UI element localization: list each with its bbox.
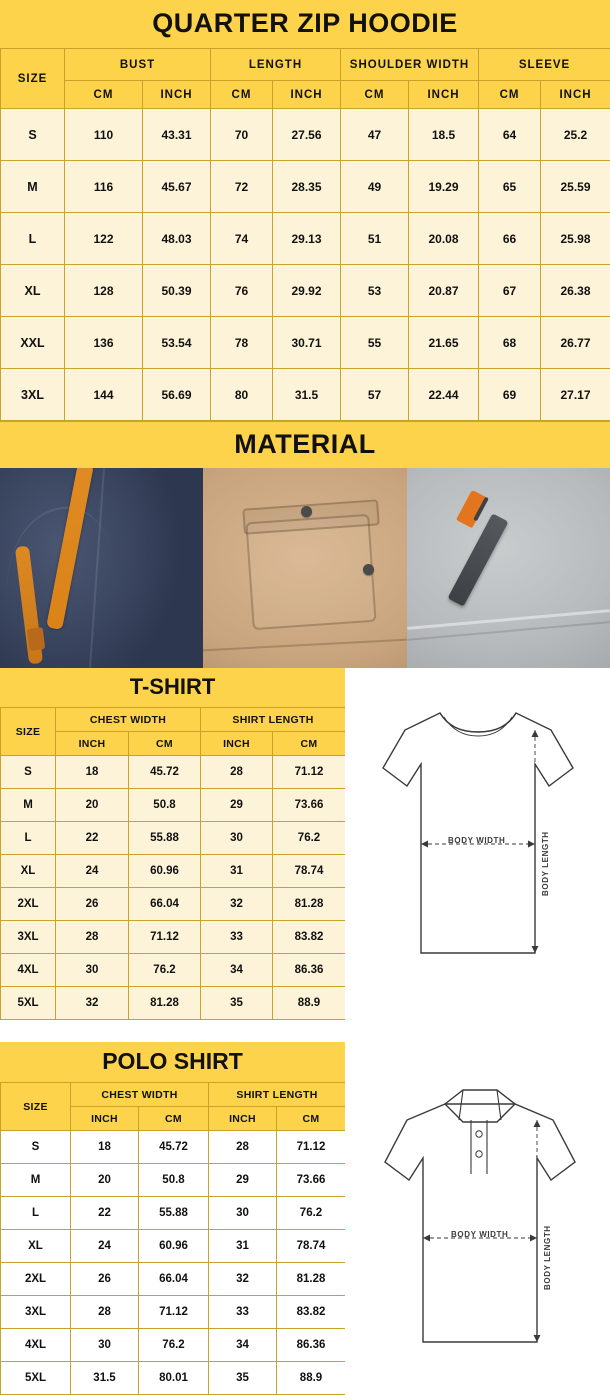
drawstring-tip-icon bbox=[27, 627, 46, 651]
tshirt-title: T-SHIRT bbox=[0, 668, 345, 707]
table-row bbox=[1, 317, 610, 369]
table-row bbox=[1, 855, 346, 888]
polo-diagram bbox=[345, 1042, 610, 1372]
hoodie-cell: 78 bbox=[211, 317, 273, 369]
polo-cell: 28 bbox=[209, 1131, 277, 1164]
table-row bbox=[1, 1164, 346, 1197]
hoodie-cell: 27.17 bbox=[541, 369, 610, 421]
hoodie-cell-size: 3XL bbox=[1, 369, 65, 421]
tshirt-cell: 24 bbox=[56, 855, 129, 888]
hoodie-cell-size: L bbox=[1, 213, 65, 265]
hoodie-cell: 28.35 bbox=[273, 161, 341, 213]
polo-cell: 73.66 bbox=[277, 1164, 346, 1197]
table-row bbox=[1, 213, 610, 265]
hoodie-cell: 122 bbox=[65, 213, 143, 265]
hoodie-subheader-bust-cm: CM bbox=[65, 81, 143, 109]
hoodie-cell: 20.87 bbox=[409, 265, 479, 317]
polo-subheader-chest-inch: INCH bbox=[71, 1107, 139, 1131]
hoodie-cell: 68 bbox=[479, 317, 541, 369]
tshirt-header-row bbox=[1, 708, 346, 732]
tshirt-cell-size: M bbox=[1, 789, 56, 822]
tshirt-cell: 22 bbox=[56, 822, 129, 855]
polo-cell: 20 bbox=[71, 1164, 139, 1197]
tshirt-cell-size: 3XL bbox=[1, 921, 56, 954]
polo-cell: 76.2 bbox=[277, 1197, 346, 1230]
tshirt-cell: 76.2 bbox=[273, 822, 346, 855]
polo-cell: 60.96 bbox=[139, 1230, 209, 1263]
hoodie-cell: 26.77 bbox=[541, 317, 610, 369]
tshirt-cell-size: XL bbox=[1, 855, 56, 888]
hoodie-cell: 21.65 bbox=[409, 317, 479, 369]
tshirt-subheader-length-inch: INCH bbox=[201, 732, 273, 756]
tshirt-diagram-wrap bbox=[345, 668, 610, 1020]
hoodie-cell: 66 bbox=[479, 213, 541, 265]
table-row bbox=[1, 161, 610, 213]
tshirt-table-wrap bbox=[0, 668, 345, 1020]
polo-header-shirt-length: SHIRT LENGTH bbox=[209, 1083, 346, 1107]
hoodie-cell: 64 bbox=[479, 109, 541, 161]
hoodie-cell: 72 bbox=[211, 161, 273, 213]
tshirt-cell: 71.12 bbox=[129, 921, 201, 954]
polo-cell-size: M bbox=[1, 1164, 71, 1197]
table-row bbox=[1, 1197, 346, 1230]
hoodie-cell: 144 bbox=[65, 369, 143, 421]
hoodie-cell: 51 bbox=[341, 213, 409, 265]
tshirt-cell: 32 bbox=[201, 888, 273, 921]
polo-subheader-length-cm: CM bbox=[277, 1107, 346, 1131]
grey-fleece-pen-pocket-photo bbox=[407, 468, 610, 668]
polo-diagram-wrap bbox=[345, 1042, 610, 1395]
tshirt-cell: 31 bbox=[201, 855, 273, 888]
polo-cell: 71.12 bbox=[277, 1131, 346, 1164]
tshirt-cell: 71.12 bbox=[273, 756, 346, 789]
hoodie-cell: 50.39 bbox=[143, 265, 211, 317]
polo-cell: 50.8 bbox=[139, 1164, 209, 1197]
table-row bbox=[1, 954, 346, 987]
polo-cell: 80.01 bbox=[139, 1362, 209, 1395]
hoodie-cell: 29.13 bbox=[273, 213, 341, 265]
tshirt-cell: 33 bbox=[201, 921, 273, 954]
hoodie-cell: 57 bbox=[341, 369, 409, 421]
table-row bbox=[1, 1362, 346, 1395]
polo-cell-size: 5XL bbox=[1, 1362, 71, 1395]
polo-header-row bbox=[1, 1083, 346, 1107]
polo-cell-size: 3XL bbox=[1, 1296, 71, 1329]
table-row bbox=[1, 369, 610, 421]
polo-cell: 55.88 bbox=[139, 1197, 209, 1230]
tshirt-cell: 83.82 bbox=[273, 921, 346, 954]
hoodie-header-sleeve: SLEEVE bbox=[479, 49, 610, 81]
polo-cell: 78.74 bbox=[277, 1230, 346, 1263]
tshirt-body-width-label: BODY WIDTH bbox=[448, 836, 505, 845]
hoodie-cell: 20.08 bbox=[409, 213, 479, 265]
tshirt-subheader-length-cm: CM bbox=[273, 732, 346, 756]
hoodie-cell: 18.5 bbox=[409, 109, 479, 161]
polo-cell: 33 bbox=[209, 1296, 277, 1329]
tshirt-cell: 18 bbox=[56, 756, 129, 789]
polo-cell-size: XL bbox=[1, 1230, 71, 1263]
polo-subheader-chest-cm: CM bbox=[139, 1107, 209, 1131]
polo-header-size: SIZE bbox=[1, 1083, 71, 1131]
table-row bbox=[1, 987, 346, 1020]
hoodie-cell-size: S bbox=[1, 109, 65, 161]
navy-hoodie-drawstring-photo bbox=[0, 468, 203, 668]
polo-cell: 86.36 bbox=[277, 1329, 346, 1362]
tshirt-size-table bbox=[0, 707, 346, 1020]
tshirt-cell: 29 bbox=[201, 789, 273, 822]
tshirt-header-chest-width: CHEST WIDTH bbox=[56, 708, 201, 732]
tshirt-cell: 76.2 bbox=[129, 954, 201, 987]
polo-cell: 66.04 bbox=[139, 1263, 209, 1296]
hoodie-cell-size: XL bbox=[1, 265, 65, 317]
tshirt-cell: 81.28 bbox=[129, 987, 201, 1020]
tshirt-cell-size: L bbox=[1, 822, 56, 855]
hoodie-cell: 49 bbox=[341, 161, 409, 213]
hoodie-title: QUARTER ZIP HOODIE bbox=[0, 0, 610, 48]
tshirt-cell: 20 bbox=[56, 789, 129, 822]
polo-subheader-length-inch: INCH bbox=[209, 1107, 277, 1131]
tshirt-cell: 26 bbox=[56, 888, 129, 921]
hoodie-cell: 69 bbox=[479, 369, 541, 421]
tshirt-cell: 81.28 bbox=[273, 888, 346, 921]
tshirt-cell: 35 bbox=[201, 987, 273, 1020]
hoodie-subheader-bust-inch: INCH bbox=[143, 81, 211, 109]
hoodie-cell: 110 bbox=[65, 109, 143, 161]
tshirt-subheader-chest-inch: INCH bbox=[56, 732, 129, 756]
table-row bbox=[1, 109, 610, 161]
polo-cell: 81.28 bbox=[277, 1263, 346, 1296]
hoodie-cell: 43.31 bbox=[143, 109, 211, 161]
polo-cell: 30 bbox=[71, 1329, 139, 1362]
polo-section bbox=[0, 1042, 610, 1395]
hoodie-cell: 26.38 bbox=[541, 265, 610, 317]
hoodie-cell: 53.54 bbox=[143, 317, 211, 369]
polo-cell: 32 bbox=[209, 1263, 277, 1296]
polo-cell-size: L bbox=[1, 1197, 71, 1230]
hoodie-cell: 48.03 bbox=[143, 213, 211, 265]
tshirt-cell: 86.36 bbox=[273, 954, 346, 987]
hoodie-cell: 25.59 bbox=[541, 161, 610, 213]
polo-cell: 83.82 bbox=[277, 1296, 346, 1329]
table-row bbox=[1, 1296, 346, 1329]
hoodie-cell: 45.67 bbox=[143, 161, 211, 213]
tshirt-body-length-label: BODY LENGTH bbox=[541, 831, 550, 896]
hoodie-cell: 25.2 bbox=[541, 109, 610, 161]
polo-cell: 26 bbox=[71, 1263, 139, 1296]
table-row bbox=[1, 1230, 346, 1263]
polo-cell-size: S bbox=[1, 1131, 71, 1164]
hoodie-subheader-shoulder-inch: INCH bbox=[409, 81, 479, 109]
polo-cell: 30 bbox=[209, 1197, 277, 1230]
tshirt-cell: 78.74 bbox=[273, 855, 346, 888]
tan-sleeve-pocket-photo bbox=[203, 468, 407, 668]
polo-title: POLO SHIRT bbox=[0, 1042, 345, 1082]
hoodie-cell: 67 bbox=[479, 265, 541, 317]
hoodie-cell: 55 bbox=[341, 317, 409, 369]
tshirt-cell-size: 5XL bbox=[1, 987, 56, 1020]
hoodie-cell: 128 bbox=[65, 265, 143, 317]
hoodie-cell: 80 bbox=[211, 369, 273, 421]
table-row bbox=[1, 822, 346, 855]
hoodie-subheader-row bbox=[1, 81, 610, 109]
hoodie-cell: 136 bbox=[65, 317, 143, 369]
tshirt-cell-size: S bbox=[1, 756, 56, 789]
table-row bbox=[1, 265, 610, 317]
polo-cell: 24 bbox=[71, 1230, 139, 1263]
tshirt-header-shirt-length: SHIRT LENGTH bbox=[201, 708, 346, 732]
hoodie-cell: 116 bbox=[65, 161, 143, 213]
polo-header-chest-width: CHEST WIDTH bbox=[71, 1083, 209, 1107]
polo-cell: 22 bbox=[71, 1197, 139, 1230]
table-row bbox=[1, 1131, 346, 1164]
hoodie-cell: 76 bbox=[211, 265, 273, 317]
hoodie-cell: 30.71 bbox=[273, 317, 341, 369]
hoodie-cell-size: M bbox=[1, 161, 65, 213]
tshirt-cell: 66.04 bbox=[129, 888, 201, 921]
table-row bbox=[1, 1329, 346, 1362]
tshirt-cell: 45.72 bbox=[129, 756, 201, 789]
tshirt-cell-size: 2XL bbox=[1, 888, 56, 921]
hoodie-subheader-sleeve-cm: CM bbox=[479, 81, 541, 109]
polo-cell: 34 bbox=[209, 1329, 277, 1362]
polo-table-wrap bbox=[0, 1042, 345, 1395]
hoodie-cell: 65 bbox=[479, 161, 541, 213]
hoodie-cell: 56.69 bbox=[143, 369, 211, 421]
polo-cell: 18 bbox=[71, 1131, 139, 1164]
tshirt-cell: 73.66 bbox=[273, 789, 346, 822]
tshirt-cell: 28 bbox=[201, 756, 273, 789]
hoodie-subheader-length-inch: INCH bbox=[273, 81, 341, 109]
table-row bbox=[1, 888, 346, 921]
hoodie-header-size: SIZE bbox=[1, 49, 65, 109]
material-title: MATERIAL bbox=[0, 421, 610, 468]
tshirt-cell: 60.96 bbox=[129, 855, 201, 888]
polo-cell: 31 bbox=[209, 1230, 277, 1263]
hoodie-cell: 27.56 bbox=[273, 109, 341, 161]
polo-cell: 28 bbox=[71, 1296, 139, 1329]
tshirt-diagram bbox=[345, 668, 610, 998]
table-row bbox=[1, 921, 346, 954]
tshirt-cell: 55.88 bbox=[129, 822, 201, 855]
hoodie-cell: 53 bbox=[341, 265, 409, 317]
hoodie-size-table bbox=[0, 48, 610, 421]
material-photo-row bbox=[0, 468, 610, 668]
tshirt-header-size: SIZE bbox=[1, 708, 56, 756]
snap-button-icon bbox=[363, 564, 374, 575]
polo-cell: 35 bbox=[209, 1362, 277, 1395]
hoodie-header-shoulder-width: SHOULDER WIDTH bbox=[341, 49, 479, 81]
hoodie-cell: 19.29 bbox=[409, 161, 479, 213]
polo-size-table bbox=[0, 1082, 346, 1395]
hoodie-cell: 47 bbox=[341, 109, 409, 161]
hoodie-cell: 74 bbox=[211, 213, 273, 265]
tshirt-cell: 34 bbox=[201, 954, 273, 987]
polo-cell: 76.2 bbox=[139, 1329, 209, 1362]
tshirt-cell: 50.8 bbox=[129, 789, 201, 822]
hoodie-cell: 29.92 bbox=[273, 265, 341, 317]
tshirt-cell: 88.9 bbox=[273, 987, 346, 1020]
tshirt-subheader-chest-cm: CM bbox=[129, 732, 201, 756]
polo-cell: 45.72 bbox=[139, 1131, 209, 1164]
hoodie-cell: 25.98 bbox=[541, 213, 610, 265]
polo-cell: 31.5 bbox=[71, 1362, 139, 1395]
tshirt-section bbox=[0, 668, 610, 1020]
polo-cell-size: 4XL bbox=[1, 1329, 71, 1362]
hoodie-header-row bbox=[1, 49, 610, 81]
polo-body-width-label: BODY WIDTH bbox=[451, 1230, 508, 1239]
table-row bbox=[1, 789, 346, 822]
tshirt-cell: 28 bbox=[56, 921, 129, 954]
table-row bbox=[1, 756, 346, 789]
hoodie-cell: 31.5 bbox=[273, 369, 341, 421]
polo-cell-size: 2XL bbox=[1, 1263, 71, 1296]
tshirt-cell: 32 bbox=[56, 987, 129, 1020]
snap-button-icon bbox=[301, 506, 312, 517]
table-row bbox=[1, 1263, 346, 1296]
polo-cell: 29 bbox=[209, 1164, 277, 1197]
hoodie-header-bust: BUST bbox=[65, 49, 211, 81]
hoodie-cell-size: XXL bbox=[1, 317, 65, 369]
hoodie-cell: 70 bbox=[211, 109, 273, 161]
polo-body-length-label: BODY LENGTH bbox=[543, 1225, 552, 1290]
hoodie-header-length: LENGTH bbox=[211, 49, 341, 81]
hoodie-subheader-length-cm: CM bbox=[211, 81, 273, 109]
hoodie-subheader-shoulder-cm: CM bbox=[341, 81, 409, 109]
polo-cell: 71.12 bbox=[139, 1296, 209, 1329]
tshirt-cell: 30 bbox=[56, 954, 129, 987]
hoodie-subheader-sleeve-inch: INCH bbox=[541, 81, 610, 109]
tshirt-cell: 30 bbox=[201, 822, 273, 855]
tshirt-cell-size: 4XL bbox=[1, 954, 56, 987]
polo-cell: 88.9 bbox=[277, 1362, 346, 1395]
hoodie-cell: 22.44 bbox=[409, 369, 479, 421]
section-spacer bbox=[0, 1020, 610, 1042]
